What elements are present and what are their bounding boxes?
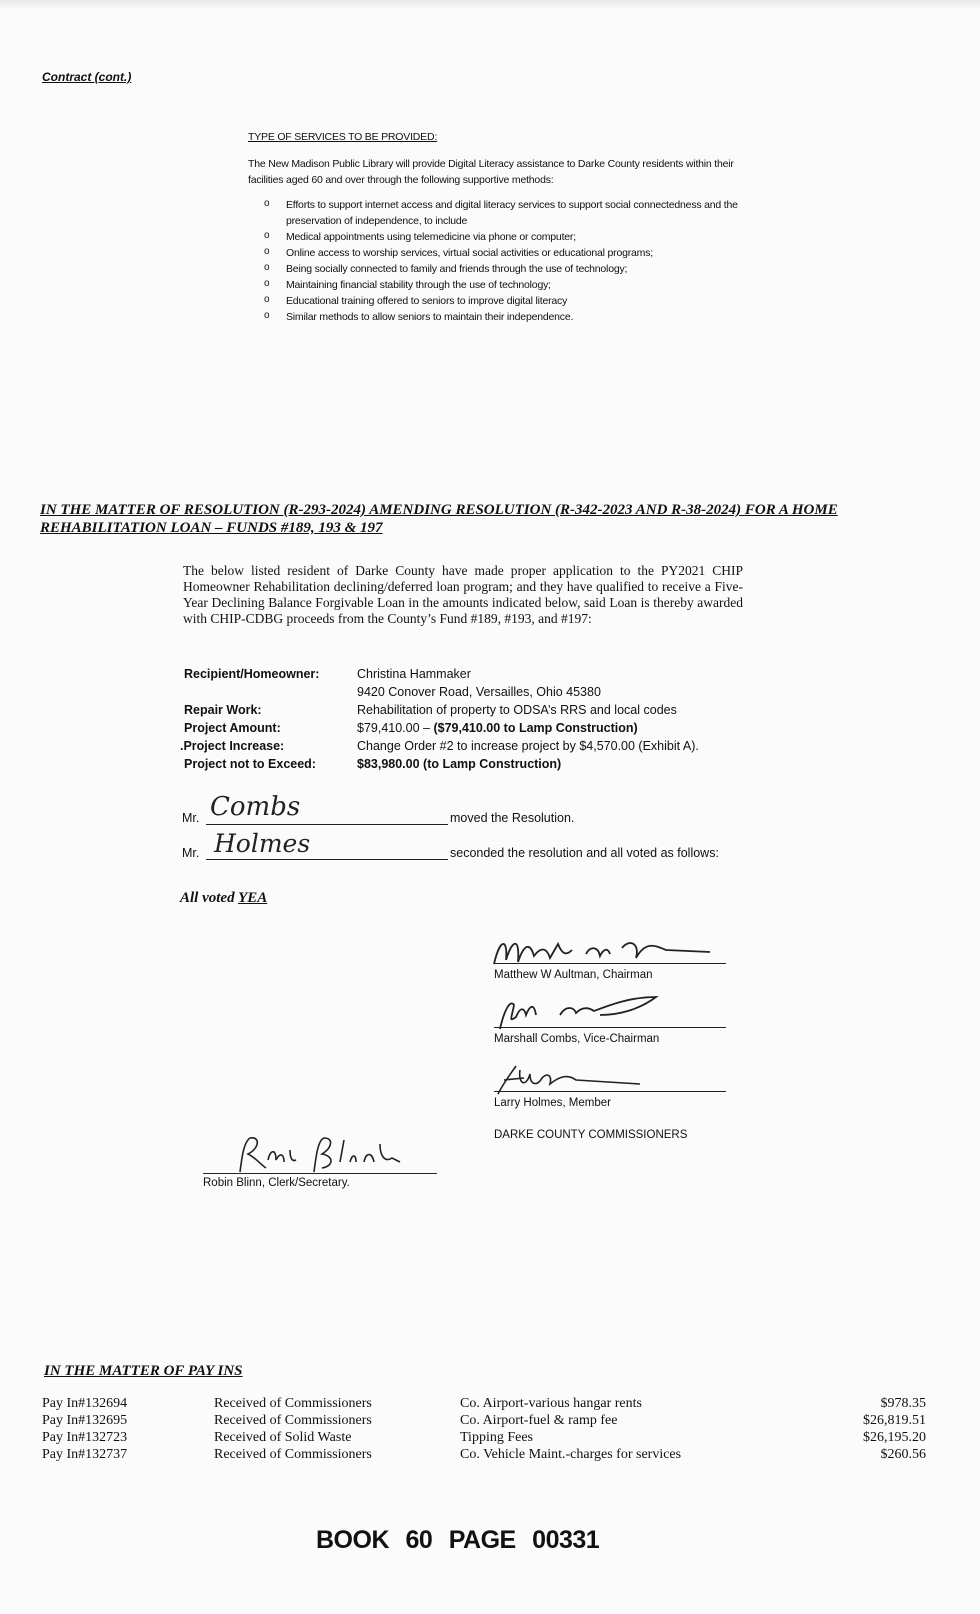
resolution-heading: IN THE MATTER OF RESOLUTION (R-293-2024) AMENDING RESOLUTION (R-342-2023 AND R-38-2024) FOR A HOME REHABILITATION LOAN – FUNDS #189, 193 & 197 (40, 502, 838, 536)
book-number: BOOK 60 (316, 1526, 433, 1554)
repair-value: Rehabilitation of property to ODSA’s RRS and local codes (357, 703, 677, 717)
book-page-stamp (316, 1526, 599, 1555)
amount-value-bold: ($79,410.00 to Lamp Construction) (433, 721, 638, 735)
payin-from: Received of Commissioners (214, 1413, 372, 1428)
moved-text: moved the Resolution. (450, 811, 575, 825)
table-row (42, 1429, 926, 1446)
contract-cont-heading: Contract (cont.) (42, 70, 132, 84)
clerk-name: Robin Blinn, Clerk/Secretary. (203, 1177, 350, 1189)
payin-id: Pay In#132695 (42, 1413, 128, 1428)
chair-signature (490, 930, 730, 970)
member-sig-line (494, 1091, 726, 1092)
list-item: o Efforts to support internet access and digital literacy services to support social connectedness and the preservation of independence, to include (262, 197, 742, 229)
payin-amount: $260.56 (880, 1447, 926, 1462)
payin-amount: $26,195.20 (863, 1430, 926, 1445)
services-intro: The New Madison Public Library will provide Digital Literacy assistance to Darke County residents within their facilities aged 60 and over through the following supportive methods: (248, 158, 734, 186)
payin-desc: Co. Airport-fuel & ramp fee (460, 1413, 618, 1428)
repair-label: Repair Work: (184, 703, 262, 717)
payin-from: Received of Solid Waste (214, 1430, 352, 1445)
recipient-name: Christina Hammaker (357, 667, 471, 681)
seconder-prefix: Mr. (182, 846, 200, 860)
page-number: PAGE 00331 (448, 1526, 600, 1554)
vice-chair-sig-line (494, 1027, 726, 1028)
payins-table (42, 1395, 926, 1463)
seconder-signature: Holmes (214, 829, 311, 858)
member-name: Larry Holmes, Member (494, 1097, 611, 1109)
vote-prefix: All voted (180, 890, 235, 906)
payin-id: Pay In#132737 (42, 1447, 128, 1462)
recipient-address: 9420 Conover Road, Versailles, Ohio 45380 (357, 685, 601, 699)
list-item: o Being socially connected to family and friends through the use of technology; (262, 261, 742, 277)
list-item: o Educational training offered to seniors to improve digital literacy (262, 293, 742, 309)
board-name: DARKE COUNTY COMMISSIONERS (494, 1129, 688, 1141)
amount-label: Project Amount: (184, 721, 281, 735)
vote-yea: YEA (238, 890, 268, 906)
table-row (42, 1395, 926, 1412)
chair-sig-line (494, 963, 726, 964)
payin-id: Pay In#132723 (42, 1430, 128, 1445)
payin-desc: Tipping Fees (460, 1430, 534, 1445)
payins-heading: IN THE MATTER OF PAY INS (44, 1363, 243, 1379)
payin-from: Received of Commissioners (214, 1396, 372, 1411)
payin-from: Received of Commissioners (214, 1447, 372, 1462)
amount-value (357, 719, 638, 737)
chair-name: Matthew W Aultman, Chairman (494, 969, 653, 981)
services-heading: TYPE OF SERVICES TO BE PROVIDED: (248, 131, 438, 143)
nte-value: $83,980.00 (to Lamp Construction) (357, 757, 562, 771)
increase-label: .Project Increase: (180, 739, 285, 753)
services-methods-list (262, 197, 742, 325)
list-item: o Medical appointments using telemedicine via phone or computer; (262, 229, 742, 245)
list-item: o Online access to worship services, virtual social activities or educational programs; (262, 245, 742, 261)
scan-top-edge (0, 0, 980, 10)
increase-value: Change Order #2 to increase project by $4,570.00 (Exhibit A). (357, 739, 699, 753)
payin-amount: $978.35 (880, 1396, 926, 1411)
payin-id: Pay In#132694 (42, 1396, 128, 1411)
seconded-text: seconded the resolution and all voted as follows: (450, 846, 719, 860)
payin-desc: Co. Vehicle Maint.-charges for services (460, 1447, 682, 1462)
clerk-sig-line (203, 1173, 437, 1174)
list-item: o Similar methods to allow seniors to maintain their independence. (262, 309, 742, 325)
table-row (42, 1412, 926, 1429)
vice-chair-name: Marshall Combs, Vice-Chairman (494, 1033, 660, 1045)
mover-prefix: Mr. (182, 811, 200, 825)
payin-desc: Co. Airport-various hangar rents (460, 1396, 642, 1411)
mover-signature: Combs (210, 792, 301, 822)
resolution-body: The below listed resident of Darke County have made proper application to the PY2021 CHIP Homeowner Rehabilitation declining/deferred loan program; and they have qualified to receive a Five-Year Declining Balance Forgivable Loan in the amounts indicated below, said Loan is thereby awarded with CHIP-CDBG proceeds from the County’s Fund #189, #193, and #197: (183, 563, 743, 626)
clerk-signature (230, 1132, 430, 1176)
payin-amount: $26,819.51 (863, 1413, 926, 1428)
member-signature (490, 1058, 730, 1098)
list-item: o Maintaining financial stability through the use of technology; (262, 277, 742, 293)
nte-label: Project not to Exceed: (184, 757, 316, 771)
recipient-label: Recipient/Homeowner: (184, 667, 320, 681)
table-row (42, 1446, 926, 1463)
amount-value-text: $79,410.00 – (357, 721, 430, 735)
vote-result (180, 890, 267, 907)
